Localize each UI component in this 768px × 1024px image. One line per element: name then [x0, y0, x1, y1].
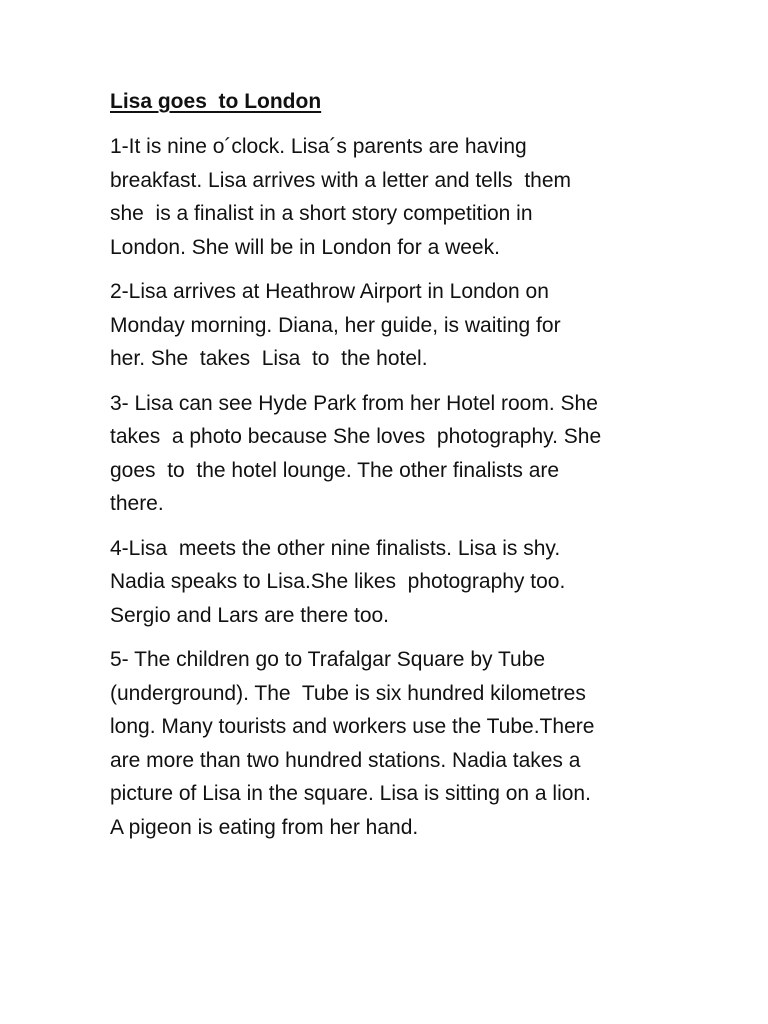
paragraph-line: (underground). The Tube is six hundred kilometres: [110, 681, 586, 705]
document-page: [110, 88, 670, 855]
paragraph-line: A pigeon is eating from her hand.: [110, 815, 419, 839]
paragraph-line: Nadia speaks to Lisa.She likes photography too.: [110, 570, 566, 593]
paragraph-2: [110, 275, 670, 376]
paragraph-line: there.: [110, 492, 164, 515]
paragraph-line: 5- The children go to Trafalgar Square by Tube: [110, 648, 546, 671]
paragraph-line: Sergio and Lars are there too.: [110, 603, 390, 627]
paragraph-line: picture of Lisa in the square. Lisa is sitting on a lion.: [110, 782, 591, 805]
paragraph-4: [110, 532, 670, 633]
paragraph-line: breakfast. Lisa arrives with a letter and tells them: [110, 168, 572, 192]
paragraph-line: long. Many tourists and workers use the Tube.There: [110, 715, 595, 738]
paragraph-line: takes a photo because She loves photography. She: [110, 425, 602, 448]
paragraph-3: [110, 387, 670, 521]
paragraph-line: 1-It is nine o´clock. Lisa´s parents are having: [110, 135, 527, 158]
document-title: Lisa goes to London: [110, 90, 322, 113]
paragraph-line: she is a finalist in a short story competition in: [110, 202, 533, 225]
paragraph-line: 3- Lisa can see Hyde Park from her Hotel room. She: [110, 391, 598, 415]
paragraph-1: [110, 130, 670, 264]
paragraph-line: 4-Lisa meets the other nine finalists. Lisa is shy.: [110, 536, 561, 560]
paragraph-5: [110, 643, 670, 844]
paragraph-line: her. She takes Lisa to the hotel.: [110, 347, 428, 370]
paragraph-line: are more than two hundred stations. Nadia takes a: [110, 748, 581, 772]
paragraph-line: goes to the hotel lounge. The other finalists are: [110, 458, 560, 482]
paragraph-line: Monday morning. Diana, her guide, is waiting for: [110, 313, 561, 337]
paragraph-line: 2-Lisa arrives at Heathrow Airport in London on: [110, 280, 549, 303]
paragraph-line: London. She will be in London for a week.: [110, 235, 500, 259]
